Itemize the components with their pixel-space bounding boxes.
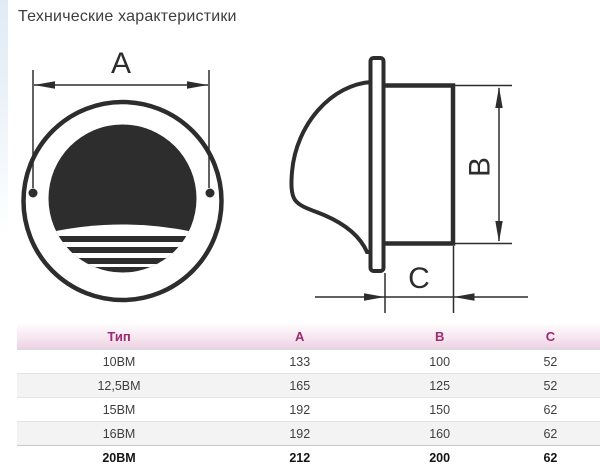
cell-b: 160 xyxy=(378,422,500,446)
cell-b: 125 xyxy=(378,374,500,398)
cell-type: 16ВМ xyxy=(17,422,221,446)
cell-a: 133 xyxy=(289,354,311,369)
cell-c: 62 xyxy=(501,422,600,446)
dimension-b xyxy=(455,86,512,244)
dimension-b-label: B xyxy=(463,156,497,178)
table-row xyxy=(17,374,600,398)
table-row-bold xyxy=(17,446,600,467)
column-header-c: C xyxy=(501,324,600,349)
cell-a: 192 xyxy=(221,422,378,446)
cell-c: 62 xyxy=(501,398,600,422)
flange-outline xyxy=(371,58,384,271)
grille-side-view xyxy=(291,58,528,313)
cell-a: 212 xyxy=(221,446,378,467)
grille-louvers xyxy=(40,225,205,268)
cell-type: 10ВМ xyxy=(102,354,136,369)
dimension-a-label: A xyxy=(110,47,132,80)
table-row xyxy=(17,422,600,446)
dimension-c-label: C xyxy=(408,262,430,295)
screw-hole-right xyxy=(206,189,215,198)
page-title: Технические характеристики xyxy=(18,8,237,25)
cell-a: 192 xyxy=(221,398,378,422)
cell-b: 100 xyxy=(429,354,451,369)
table-header-row xyxy=(17,324,600,349)
cell-b: 150 xyxy=(378,398,500,422)
cell-a: 165 xyxy=(221,374,378,398)
cell-type: 20ВМ xyxy=(17,446,221,467)
column-header-b: B xyxy=(378,324,500,349)
tech-specs-table xyxy=(17,324,600,467)
column-header-type: Тип xyxy=(17,324,221,349)
dimension-c xyxy=(315,246,528,313)
technical-drawing xyxy=(0,45,600,320)
cell-c: 52 xyxy=(501,374,600,398)
cell-c: 62 xyxy=(501,446,600,467)
column-header-a: A xyxy=(221,324,378,349)
duct-outline xyxy=(382,86,454,244)
cell-c: 52 xyxy=(543,354,558,369)
cell-type: 15ВМ xyxy=(17,398,221,422)
screw-hole-left xyxy=(29,189,38,198)
table-row xyxy=(17,398,600,422)
cowl-outline xyxy=(291,82,372,252)
table-row xyxy=(17,349,600,374)
grille-front-view xyxy=(24,47,222,300)
cell-type: 12,5ВМ xyxy=(17,374,221,398)
cell-b: 200 xyxy=(378,446,500,467)
